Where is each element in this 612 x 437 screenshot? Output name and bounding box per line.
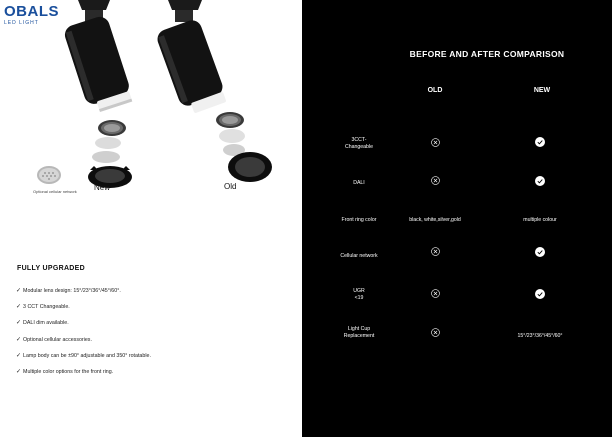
brand-name: OBALS [4,3,59,20]
new-column-header: NEW [533,87,551,94]
row-label-ugr: UGR <19 [353,288,365,301]
old-cell-light-cup [398,328,472,339]
check-icon [535,176,545,186]
feature-item: ✓ 3 CCT Changeable. [16,304,70,311]
lens-caption: Optional cellular network [33,189,77,194]
feature-item: ✓ Multiple color options for the front ring. [16,368,114,375]
check-mark-icon: ✓ [16,288,22,294]
row-label-dali: DALI [353,180,365,186]
old-cell-ugr [398,289,472,300]
check-icon [535,289,545,299]
old-cell-3cct [398,138,472,149]
x-icon [431,328,440,337]
new-cell-3cct [502,137,578,149]
new-cell-light-cup: 15°/23°/36°/45°/60° [517,333,563,339]
row-label-cellular: Cellular network [340,253,378,259]
product-panel [0,0,302,437]
row-label-light-cup: Light Cup Replacement [343,326,375,339]
check-mark-icon: ✓ [16,368,22,375]
feature-list [16,288,151,385]
new-cell-ugr [502,289,578,301]
cellular-lens-icon [36,165,62,185]
old-cell-front-ring: black, white,silver,gold [409,217,461,223]
check-mark-icon: ✓ [16,320,22,327]
x-icon [431,138,440,147]
comparison-title: BEFORE AND AFTER COMPARISON [409,49,565,59]
comparison-panel [302,0,612,437]
feature-item: ✓ Lamp body can be ±90° adjustable and 350° rotatable. [16,352,151,359]
old-cell-dali [398,176,472,187]
x-icon [431,247,440,256]
feature-item: ✓ Modular lens design: 15°/23°/36°/45°/60°. [16,288,121,294]
row-label-3cct: 3CCT- Changeable [345,137,373,150]
feature-item: ✓ Optional cellular accessories. [16,336,92,343]
check-mark-icon: ✓ [16,352,22,359]
new-label: New [94,183,111,192]
check-icon [535,137,545,147]
check-mark-icon: ✓ [16,336,22,343]
row-label-front-ring: Front ring color [341,217,377,223]
check-mark-icon: ✓ [16,304,22,311]
x-icon [431,289,440,298]
old-lamp-illustration [150,0,300,200]
x-icon [431,176,440,185]
brand-tagline: LED LIGHT [4,20,39,26]
new-cell-cellular [502,247,578,259]
new-cell-dali [502,176,578,188]
feature-item: ✓ DALI dim available. [16,320,69,327]
new-cell-front-ring: multiple colour [523,217,557,223]
old-cell-cellular [398,247,472,258]
upgrade-title: FULLY UPGRADED [17,265,85,272]
check-icon [535,247,545,257]
old-label: Old [224,182,237,191]
old-column-header: OLD [427,87,443,94]
